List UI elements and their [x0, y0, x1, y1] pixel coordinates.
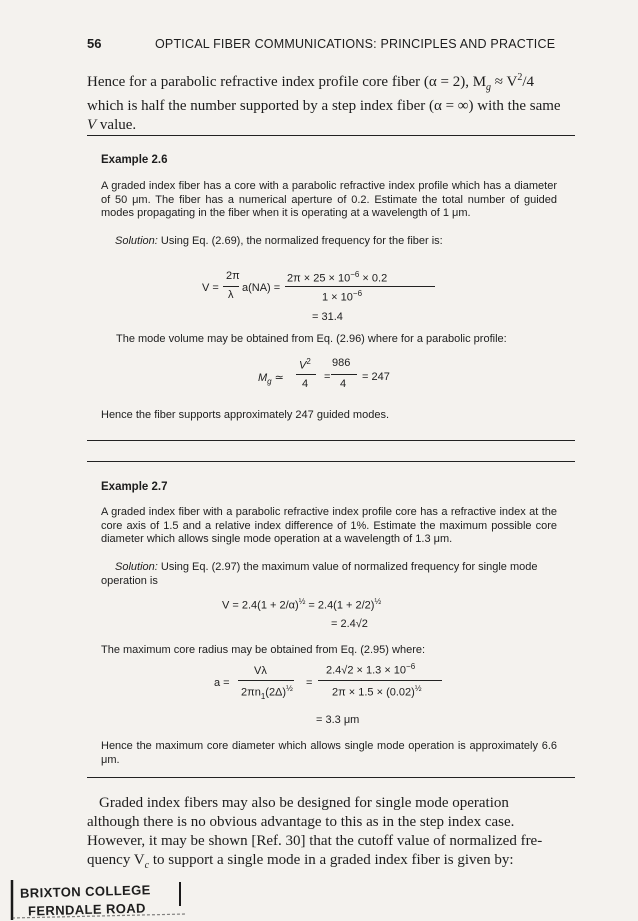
core-radius-text: The maximum core radius may be obtained from Eq. (2.95) where:	[101, 644, 426, 656]
eq-v-num-exp: −6	[350, 270, 360, 279]
eq-a-num2-exp: −6	[406, 662, 416, 671]
intro-line-1c: /4	[522, 74, 535, 90]
eq-a-result: = 3.3 μm	[316, 714, 360, 726]
eq-a-bar2	[318, 680, 442, 681]
eq-v1b: = 2.4(1 + 2/2)	[305, 599, 375, 612]
example-2-6-solution-text: Using Eq. (2.69), the normalized frequency for the fiber is:	[157, 235, 443, 247]
eq-v-frac-den: λ	[228, 289, 234, 301]
eq-a-den1-tail: (2Δ)	[265, 686, 287, 699]
eq-v-result: = 31.4	[312, 311, 343, 323]
outro-line-4a: quency V	[87, 852, 145, 868]
eq-v-lhs: V =	[202, 282, 219, 294]
eq-m-result: = 247	[362, 371, 390, 383]
example-2-6-heading: Example 2.6	[101, 154, 168, 166]
mode-volume-text: The mode volume may be obtained from Eq. (2.96) where for a parabolic profile:	[116, 333, 507, 345]
example-2-6-conclusion: Hence the fiber supports approximately 247 guided modes.	[101, 409, 390, 421]
intro-v-symbol: V	[87, 117, 97, 133]
intro-line-3: value.	[96, 117, 137, 133]
eq-m-num2: 986	[332, 357, 351, 369]
eq-a-den1-exp: ½	[286, 684, 293, 693]
eq-m-approx: ≃	[271, 372, 284, 384]
outro-line-3: However, it may be shown [Ref. 30] that the cutoff value of normalized fre-	[87, 833, 543, 849]
eq-a-den1-sub: 1	[260, 691, 266, 701]
eq-m-eq: =	[324, 371, 331, 383]
example-2-7-heading: Example 2.7	[101, 481, 168, 493]
eq-v-main-bar	[285, 286, 435, 287]
eq-v-den-exp: −6	[352, 289, 363, 298]
intro-superscript-2: 2	[517, 72, 523, 83]
eq-m-sub: g	[267, 377, 272, 387]
outro-line-1: Graded index fibers may also be designed for single mode operation	[99, 795, 509, 811]
intro-subscript-g: g	[486, 82, 492, 93]
divider-bottom-ex27	[87, 777, 575, 778]
eq-v-frac-num: 2π	[226, 270, 240, 282]
eq-m-lhs: M	[258, 372, 268, 384]
example-2-7-solution-text: Using Eq. (2.97) the maximum value of normalized frequency for single mode operation is	[101, 561, 538, 587]
divider-top-ex27	[87, 461, 575, 462]
intro-line-1b: ≈ V	[491, 74, 518, 90]
intro-paragraph	[87, 68, 575, 135]
eq-v-mid: a(NA) =	[242, 282, 281, 294]
example-2-7-solution-label: Solution:	[115, 561, 158, 573]
example-2-6-solution-label: Solution:	[115, 235, 158, 247]
page-number: 56	[87, 36, 102, 51]
outro-line-2: although there is no obvious advantage to this as in the step index case.	[87, 814, 515, 830]
example-2-7-conclusion: Hence the maximum core diameter which allows single mode operation is approximately 6.6 μm.	[101, 740, 557, 766]
eq-m-bar1	[296, 374, 316, 375]
eq-a-eq: =	[306, 677, 313, 689]
eq-a-den2: 2π × 1.5 × (0.02)	[332, 686, 415, 699]
stamp-line-1: BRIXTON COLLEGE	[19, 882, 151, 901]
eq-m-num1-exp: 2	[306, 357, 311, 366]
running-title: OPTICAL FIBER COMMUNICATIONS: PRINCIPLES AND PRACTICE	[155, 37, 556, 51]
eq-v-num: 2π × 25 × 10	[287, 272, 351, 285]
outro-line-4b: to support a single mode in a graded index fiber is given by:	[149, 852, 514, 868]
equation-max-v	[222, 597, 381, 612]
equation-max-v-result: = 2.4√2	[331, 618, 368, 630]
example-2-6-problem: A graded index fiber has a core with a parabolic refractive index profile which has a diameter of 50 μm. The fiber has a numerical aperture of 0.2. Estimate the total number of guided modes propagating in the fiber when it is operating at a wavelength of 1 μm.	[101, 180, 557, 220]
eq-v1-exp: ½	[298, 597, 306, 606]
eq-m-den1: 4	[302, 378, 309, 390]
eq-v-den: 1 × 10	[322, 291, 353, 304]
intro-line-2: which is half the number supported by a step index fiber (α = ∞) with the same	[87, 98, 561, 114]
eq-a-den2-exp: ½	[414, 684, 422, 693]
eq-a-num2: 2.4√2 × 1.3 × 10	[326, 664, 407, 677]
example-2-7-problem: A graded index fiber with a parabolic refractive index profile core has a refractive index at the core axis of 1.5 and a relative index difference of 1%. Estimate the maximum possible core diameter which allows single mode operation at a wavelength of 1.3 μm.	[101, 506, 557, 546]
intro-line-1: Hence for a parabolic refractive index profile core fiber (α = 2), M	[87, 74, 487, 90]
divider-top-ex26	[87, 135, 575, 136]
eq-m-num1: V	[299, 359, 307, 372]
example-2-7-solution	[101, 561, 557, 588]
eq-a-den1: 2πn	[241, 686, 261, 699]
eq-a-bar1	[238, 680, 294, 681]
outro-paragraph	[87, 794, 575, 875]
eq-v-frac-bar	[223, 286, 239, 287]
eq-v1: V = 2.4(1 + 2/α)	[222, 599, 299, 612]
example-2-6-solution	[101, 235, 557, 249]
eq-m-bar2	[331, 374, 357, 375]
eq-a-num1: Vλ	[254, 665, 267, 677]
eq-a-lhs: a =	[214, 677, 230, 689]
eq-m-den2: 4	[340, 378, 347, 390]
stamp-line-2: FERNDALE ROAD	[27, 900, 147, 919]
eq-v-num-tail: × 0.2	[359, 272, 388, 285]
outro-subscript-c: c	[144, 860, 150, 871]
eq-v1b-exp: ½	[374, 597, 382, 606]
divider-bottom-ex26	[87, 440, 575, 441]
